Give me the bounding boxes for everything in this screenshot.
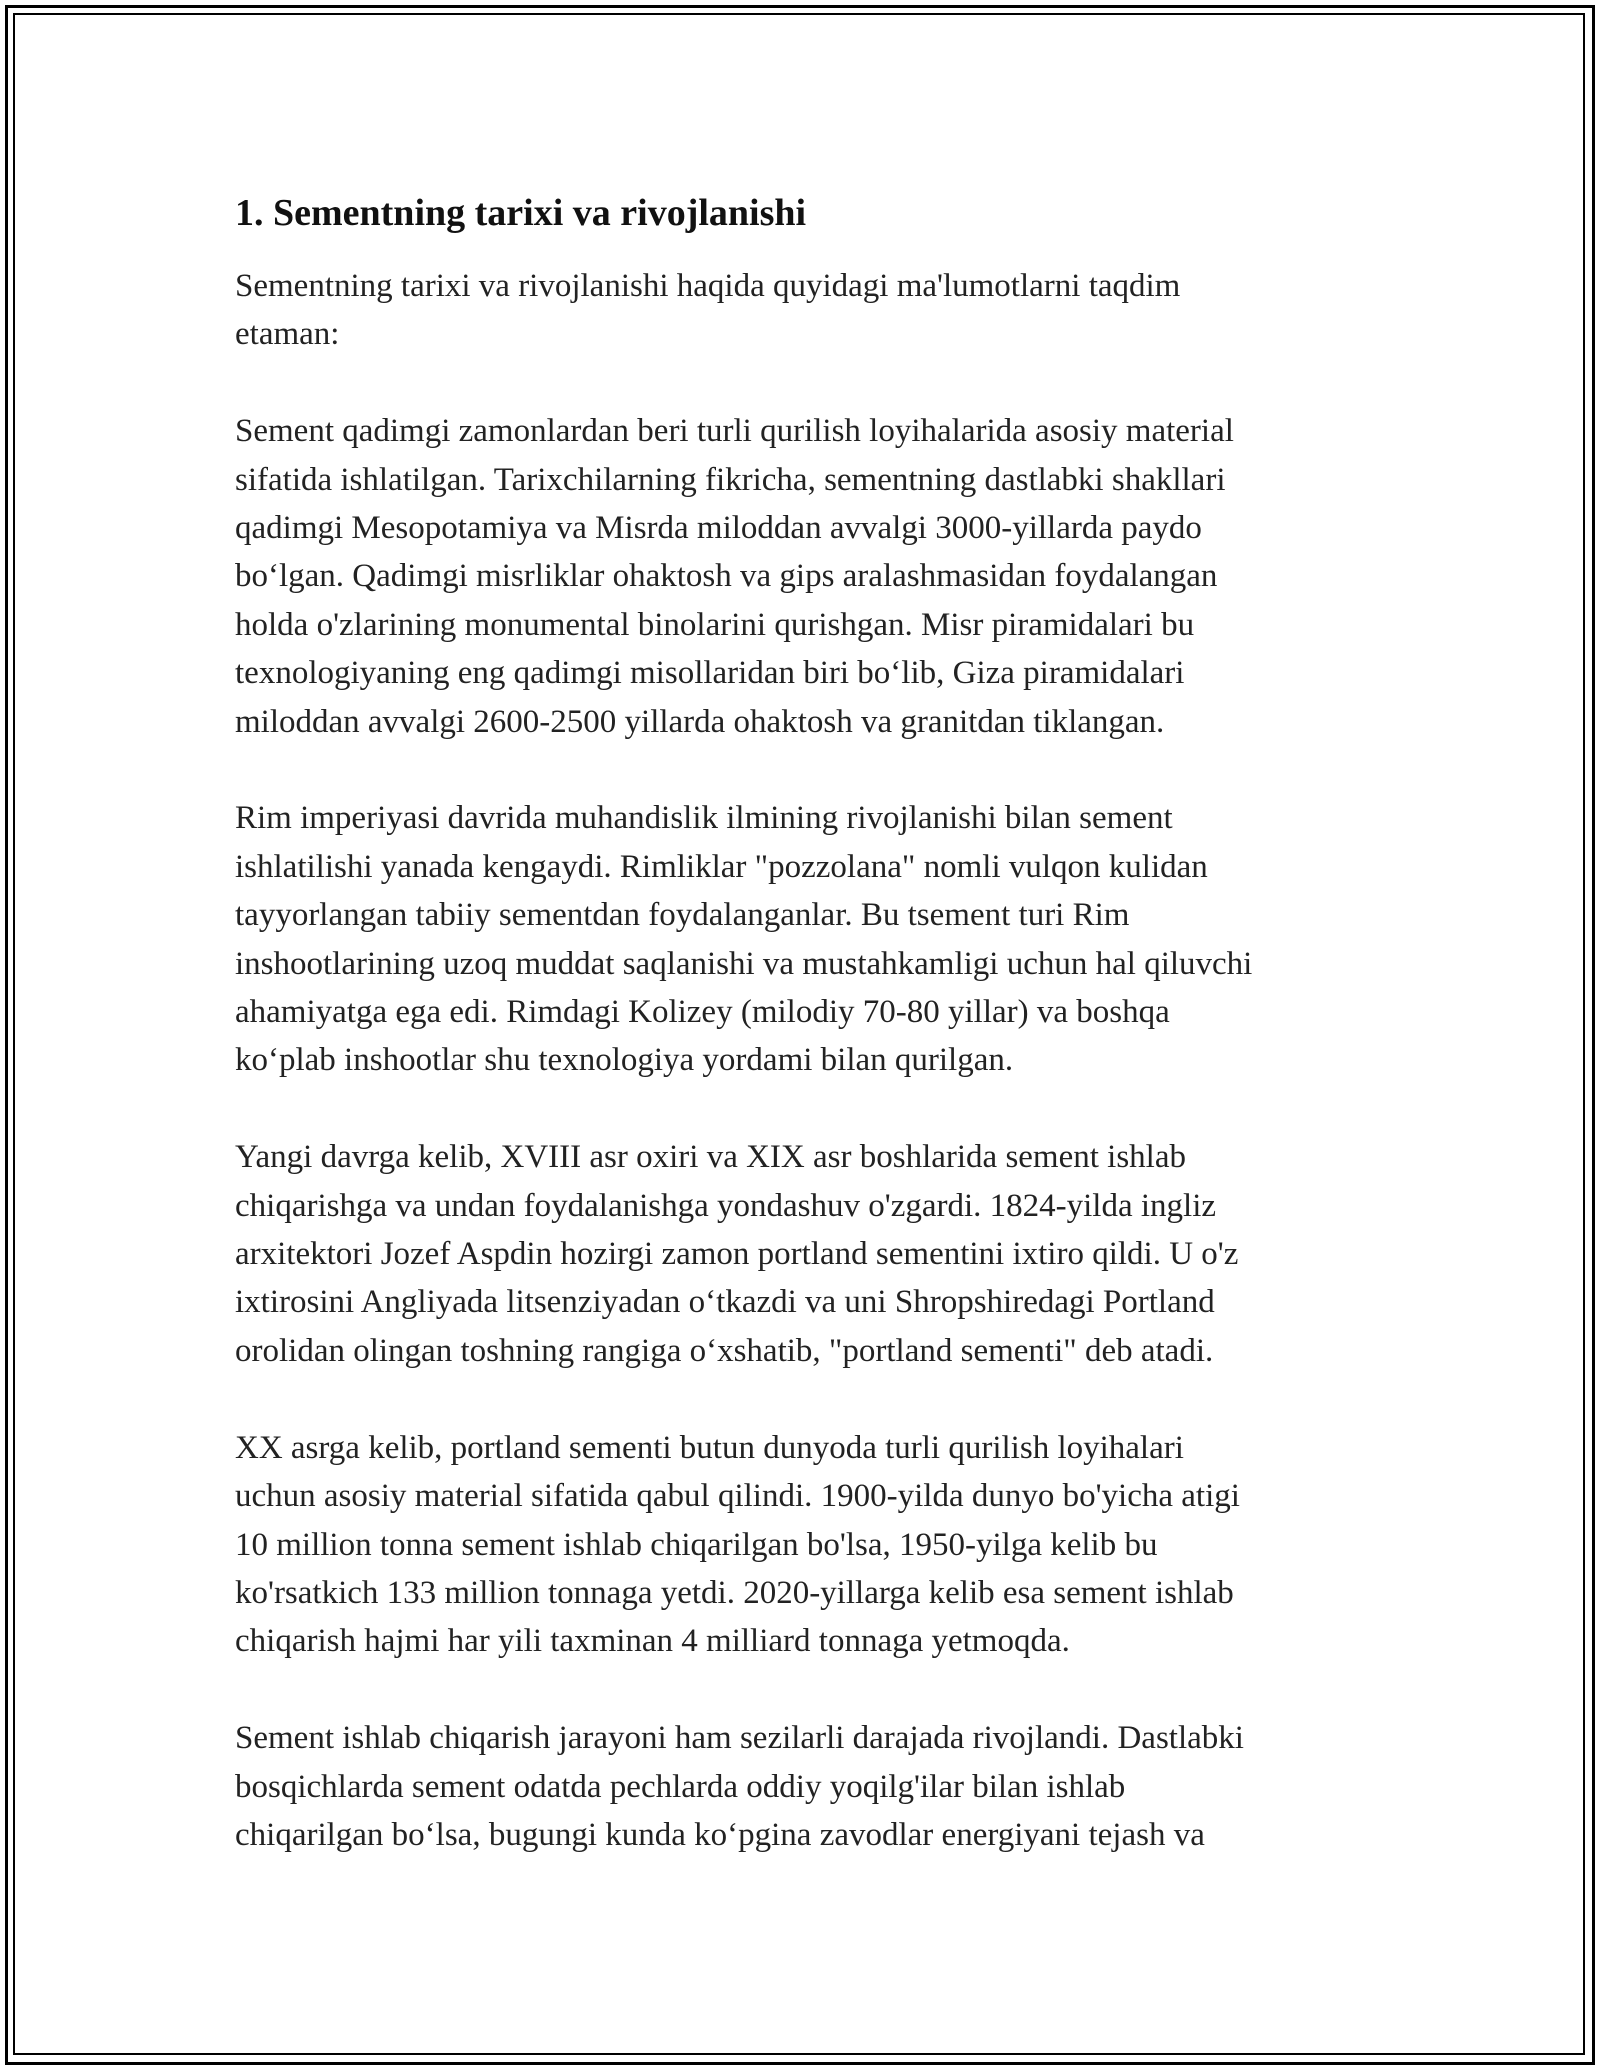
paragraph-intro xyxy=(235,262,1375,359)
text-line: ishlatilishi yanada kengaydi. Rimliklar "pozzolana" nomli vulqon kulidan xyxy=(235,848,1208,885)
paragraph-ancient xyxy=(235,407,1375,746)
text-line: Sement ishlab chiqarish jarayoni ham sezilarli darajada rivojlandi. Dastlabki xyxy=(235,1720,1244,1757)
text-line: ixtirosini Angliyada litsenziyadan o‘tkazdi va uni Shropshiredagi Portland xyxy=(235,1284,1215,1321)
text-line: chiqarilgan bo‘lsa, bugungi kunda ko‘pgina zavodlar energiyani tejash va xyxy=(235,1816,1205,1853)
text-line: Sementning tarixi va rivojlanishi haqida quyidagi ma'lumotlarni taqdim xyxy=(235,268,1181,304)
text-line: Yangi davrga kelib, XVIII asr oxiri va XIX asr boshlarida sement ishlab xyxy=(235,1139,1186,1176)
text-line: Rim imperiyasi davrida muhandislik ilmining rivojlanishi bilan sement xyxy=(235,800,1173,837)
text-line: arxitektori Jozef Aspdin hozirgi zamon portland sementini ixtiro qildi. U o'z xyxy=(235,1236,1239,1273)
paragraph-modern-era xyxy=(235,1133,1375,1375)
text-line: ko'rsatkich 133 million tonnaga yetdi. 2020-yillarga kelib esa sement ishlab xyxy=(235,1574,1234,1611)
text-line: XX asrga kelib, portland sementi butun dunyoda turli qurilish loyihalari xyxy=(235,1429,1184,1466)
text-line: Sement qadimgi zamonlardan beri turli qurilish loyihalarida asosiy material xyxy=(235,413,1234,450)
text-line: ahamiyatga ega edi. Rimdagi Kolizey (milodiy 70-80 yillar) va boshqa xyxy=(235,994,1170,1031)
text-line: chiqarishga va undan foydalanishga yondashuv o'zgardi. 1824-yilda ingliz xyxy=(235,1187,1217,1224)
text-line: inshootlarining uzoq muddat saqlanishi va mustahkamligi uchun hal qiluvchi xyxy=(235,945,1253,982)
text-line: miloddan avvalgi 2600-2500 yillarda ohaktosh va granitdan tiklangan. xyxy=(235,703,1165,740)
text-line: orolidan olingan toshning rangiga o‘xshatib, "portland sementi" deb atadi. xyxy=(235,1332,1214,1369)
text-line: etaman: xyxy=(235,316,340,353)
document-body xyxy=(235,186,1375,1908)
text-line: texnologiyaning eng qadimgi misollaridan biri bo‘lib, Giza piramidalari xyxy=(235,655,1185,692)
text-line: sifatida ishlatilgan. Tarixchilarning fikricha, sementning dastlabki shakllari xyxy=(235,461,1226,498)
text-line: uchun asosiy material sifatida qabul qilindi. 1900-yilda dunyo bo'yicha atigi xyxy=(235,1478,1240,1515)
text-line: bosqichlarda sement odatda pechlarda oddiy yoqilg'ilar bilan ishlab xyxy=(235,1768,1126,1805)
text-line: 10 million tonna sement ishlab chiqarilgan bo'lsa, 1950-yilga kelib bu xyxy=(235,1526,1158,1563)
paragraph-rome xyxy=(235,794,1375,1084)
text-line: bo‘lgan. Qadimgi misrliklar ohaktosh va gips aralashmasidan foydalangan xyxy=(235,558,1218,595)
text-line: ko‘plab inshootlar shu texnologiya yordami bilan qurilgan. xyxy=(235,1042,1014,1079)
text-line: holda o'zlarining monumental binolarini qurishgan. Misr piramidalari bu xyxy=(235,606,1195,643)
text-line: chiqarish hajmi har yili taxminan 4 milliard tonnaga yetmoqda. xyxy=(235,1623,1070,1660)
paragraph-production xyxy=(235,1714,1375,1859)
text-line: qadimgi Mesopotamiya va Misrda miloddan avvalgi 3000-yillarda paydo xyxy=(235,510,1202,547)
section-heading: 1. Sementning tarixi va rivojlanishi xyxy=(235,192,807,234)
paragraph-twentieth-century xyxy=(235,1424,1375,1666)
text-line: tayyorlangan tabiiy sementdan foydalanganlar. Bu tsement turi Rim xyxy=(235,897,1130,934)
